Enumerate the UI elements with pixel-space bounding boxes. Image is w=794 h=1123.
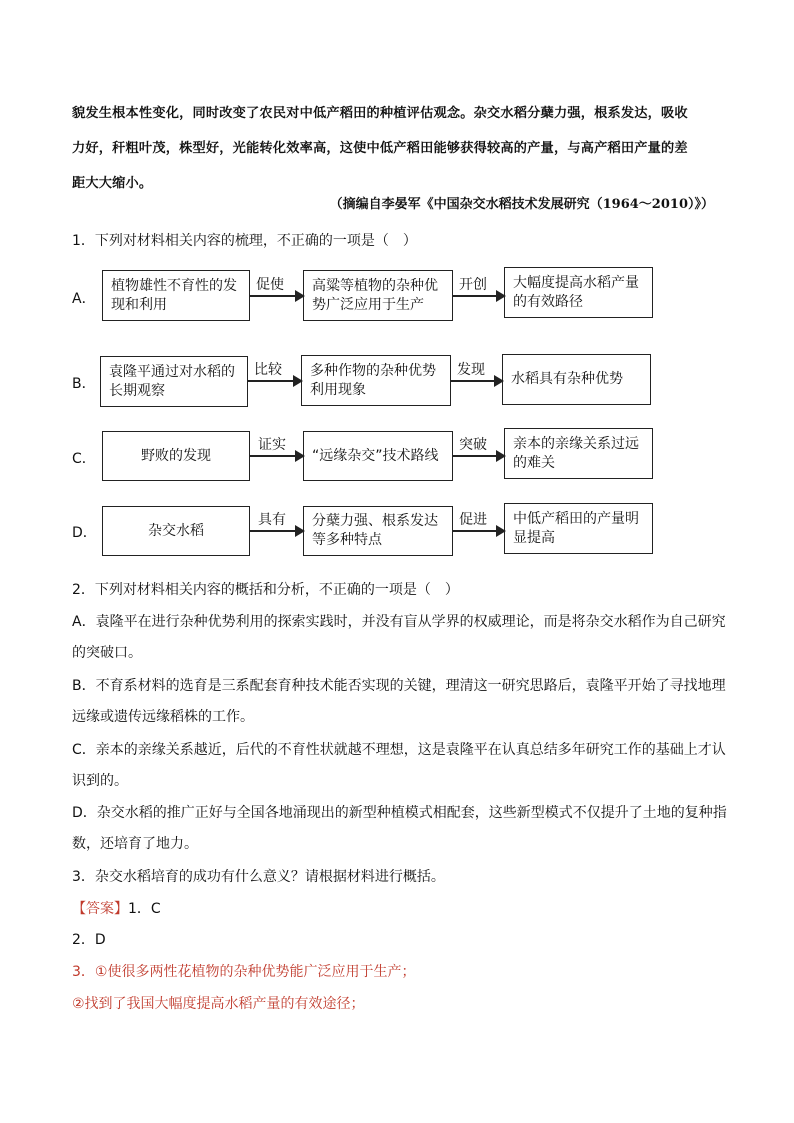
q2-option-line: 识到的。 — [72, 773, 128, 789]
passage-line: 力好，秆粗叶茂，株型好，光能转化效率高，这使中低产稻田能够获得较高的产量，与高产稻田产量的差 — [72, 141, 688, 156]
flow-arrow — [453, 530, 504, 532]
flow-box-text: “远缘杂交”技术路线 — [312, 447, 439, 464]
flow-arrow — [250, 455, 303, 457]
question-2-stem: 2．下列对材料相关内容的概括和分析，不正确的一项是（ ） — [72, 582, 459, 598]
option-letter: B． — [72, 376, 96, 392]
flow-box-text: 中低产稻田的产量明显提高 — [513, 510, 639, 546]
flow-box-text: 水稻具有杂种优势 — [511, 371, 623, 387]
flow-arrow-label: 促进 — [459, 512, 487, 528]
option-letter: A． — [72, 291, 96, 307]
flow-arrow-label: 突破 — [459, 437, 487, 453]
option-letter: D． — [72, 525, 97, 541]
flow-arrow-label: 促使 — [256, 277, 284, 293]
answer-1 — [72, 898, 161, 918]
flow-arrow-label: 发现 — [457, 362, 485, 378]
question-1-stem: 1．下列对材料相关内容的梳理，不正确的一项是（ ） — [72, 233, 417, 249]
flow-box — [303, 431, 453, 481]
q2-option-line: D．杂交水稻的推广正好与全国各地涌现出的新型种植模式相配套，这些新型模式不仅提升了土地的复种指 — [72, 805, 727, 821]
flow-box — [504, 428, 653, 479]
flow-box — [303, 270, 453, 321]
answer-2: 2．D — [72, 932, 106, 948]
flow-box-text: 亲本的亲缘关系过远的难关 — [513, 435, 639, 471]
flow-box — [102, 431, 250, 481]
flow-box-text: 分蘖力强、根系发达等多种特点 — [312, 513, 438, 548]
flow-arrow — [250, 530, 303, 532]
flow-box — [504, 267, 653, 318]
flow-arrow-label: 具有 — [258, 512, 286, 528]
flow-box — [102, 506, 250, 556]
flow-box-text: 高粱等植物的杂种优势广泛应用于生产 — [312, 277, 438, 313]
passage-line: 貌发生根本性变化，同时改变了农民对中低产稻田的种植评估观念。杂交水稻分蘖力强，根系发达，吸收 — [72, 106, 688, 121]
flow-box-text: 多种作物的杂种优势利用现象 — [310, 362, 436, 398]
flow-box-text: 野败的发现 — [141, 447, 211, 464]
flow-box — [303, 506, 453, 556]
q2-option-line: 数，还培育了地力。 — [72, 836, 198, 852]
flow-box — [301, 355, 451, 406]
flow-arrow-label: 比较 — [254, 362, 282, 378]
passage-line: 距大大缩小。 — [72, 176, 153, 191]
option-letter: C． — [72, 451, 96, 467]
flow-box-text: 袁隆平通过对水稻的长期观察 — [109, 363, 235, 399]
flow-box — [504, 503, 653, 554]
flow-box-text: 大幅度提高水稻产量的有效路径 — [513, 274, 639, 310]
flow-arrow — [453, 455, 504, 457]
flow-box — [100, 356, 248, 407]
flow-arrow — [453, 295, 504, 297]
flow-arrow — [250, 295, 303, 297]
flow-arrow — [248, 380, 301, 382]
passage — [72, 96, 722, 201]
answer-3-part-1: 3．①使很多两性花植物的杂种优势能广泛应用于生产； — [72, 964, 416, 980]
answer-3-part-2: ②找到了我国大幅度提高水稻产量的有效途径； — [72, 996, 365, 1012]
answer-label: 【答案】 — [72, 901, 128, 917]
q2-option-line: 远缘或遗传远缘稻株的工作。 — [72, 709, 254, 725]
answer-1-text: 1．C — [128, 901, 161, 917]
q2-option-line: B．不育系材料的选育是三系配套育种技术能否实现的关键，理清这一研究思路后，袁隆平开始了寻找地理 — [72, 678, 726, 694]
passage-source: （摘编自李晏军《中国杂交水稻技术发展研究（1964～2010）》） — [329, 197, 714, 212]
flow-box-text: 杂交水稻 — [148, 522, 204, 539]
flow-box-text: 植物雄性不育性的发现和利用 — [111, 277, 237, 313]
q2-option-line: C．亲本的亲缘关系越近，后代的不育性状就越不理想，这是袁隆平在认真总结多年研究工作的基础上才认 — [72, 742, 726, 758]
flow-box — [102, 270, 250, 321]
flow-arrow — [451, 380, 502, 382]
flow-arrow-label: 证实 — [258, 437, 286, 453]
flow-box — [502, 354, 651, 405]
q2-option-line: A．袁隆平在进行杂种优势利用的探索实践时，并没有盲从学界的权威理论，而是将杂交水稻作为自己研究 — [72, 614, 726, 630]
q2-option-line: 的突破口。 — [72, 645, 142, 661]
flow-arrow-label: 开创 — [459, 277, 487, 293]
question-3-stem: 3．杂交水稻培育的成功有什么意义？请根据材料进行概括。 — [72, 869, 445, 885]
